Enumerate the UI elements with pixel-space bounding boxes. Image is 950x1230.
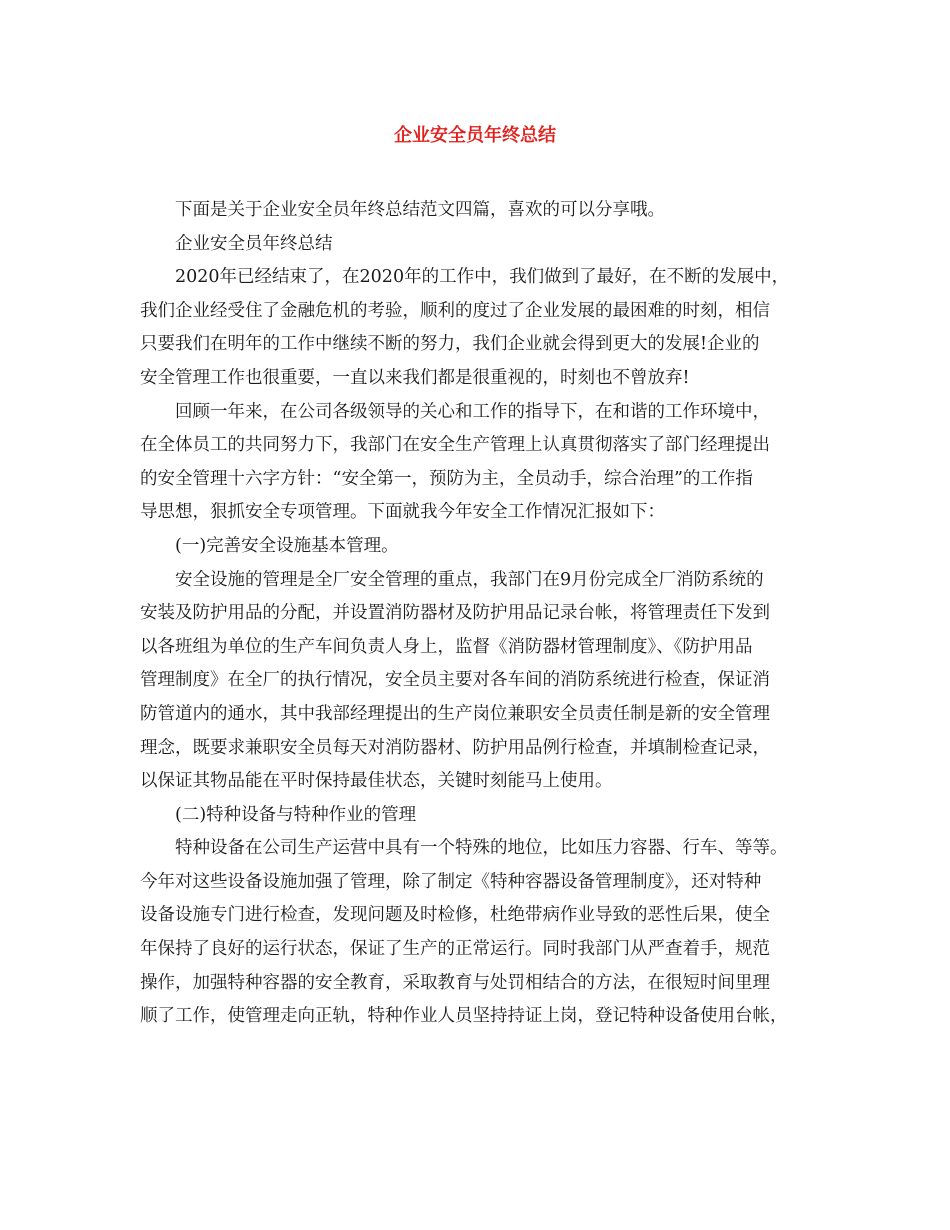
- document-body: [140, 194, 830, 1034]
- document-title: 企业安全员年终总结: [394, 125, 556, 146]
- paragraph-line: 防管道内的通水，其中我部经理提出的生产岗位兼职安全员责任制是新的安全管理: [140, 703, 770, 724]
- section-heading: 企业安全员年终总结: [175, 233, 333, 254]
- paragraph-line: 管理制度》在全厂的执行情况，安全员主要对各车间的消防系统进行检查，保证消: [140, 670, 770, 691]
- paragraph-line: 操作，加强特种容器的安全教育，采取教育与处罚相结合的方法，在很短时间里理: [140, 972, 770, 993]
- paragraph-line: 今年对这些设备设施加强了管理，除了制定《特种容器设备管理制度》，还对特种: [140, 871, 762, 892]
- paragraph-line: 导思想，狠抓安全专项管理。下面就我今年安全工作情况汇报如下：: [140, 502, 665, 523]
- paragraph-line: 只要我们在明年的工作中继续不断的努力，我们企业就会得到更大的发展!企业的: [140, 334, 760, 355]
- paragraph-line: 安全管理工作也很重要，一直以来我们都是很重视的，时刻也不曾放弃!: [140, 367, 690, 388]
- subsection-heading: (一)完善安全设施基本管理。: [175, 535, 399, 556]
- paragraph-line: 的安全管理十六字方针：“安全第一，预防为主，全员动手，综合治理”的工作指: [140, 468, 753, 489]
- paragraph-line: 安装及防护用品的分配，并设置消防器材及防护用品记录台帐，将管理责任下发到: [140, 603, 770, 624]
- paragraph-line: 以保证其物品能在平时保持最佳状态，关键时刻能马上使用。: [140, 771, 613, 792]
- paragraph-line: 理念，既要求兼职安全员每天对消防器材、防护用品例行检查，并填制检查记录，: [140, 737, 770, 758]
- intro-line: 下面是关于企业安全员年终总结范文四篇，喜欢的可以分享哦。: [175, 200, 665, 220]
- subsection-heading: (二)特种设备与特种作业的管理: [175, 804, 417, 825]
- paragraph-line: 我们企业经受住了金融危机的考验，顺利的度过了企业发展的最困难的时刻，相信: [140, 300, 770, 321]
- paragraph-line: 年保持了良好的运行状态，保证了生产的正常运行。同时我部门从严查着手，规范: [140, 939, 770, 960]
- paragraph-line: 设备设施专门进行检查，发现问题及时检修，杜绝带病作业导致的恶性后果，使全: [140, 905, 770, 926]
- paragraph-line: 回顾一年来，在公司各级领导的关心和工作的指导下，在和谐的工作环境中，: [175, 401, 770, 422]
- paragraph-line: 以各班组为单位的生产车间负责人身上，监督《消防器材管理制度》、《防护用品: [140, 636, 753, 657]
- paragraph-line: 安全设施的管理是全厂安全管理的重点，我部门在9月份完成全厂消防系统的: [175, 569, 764, 590]
- paragraph-line: 在全体员工的共同努力下，我部门在安全生产管理上认真贯彻落实了部门经理提出: [140, 435, 770, 456]
- paragraph-line: 顺了工作，使管理走向正轨，特种作业人员坚持持证上岗，登记特种设备使用台帐，: [140, 1006, 788, 1027]
- paragraph-line: 特种设备在公司生产运营中具有一个特殊的地位，比如压力容器、行车、等等。: [175, 838, 788, 859]
- paragraph-line: 2020年已经结束了，在2020年的工作中，我们做到了最好，在不断的发展中，: [175, 267, 790, 288]
